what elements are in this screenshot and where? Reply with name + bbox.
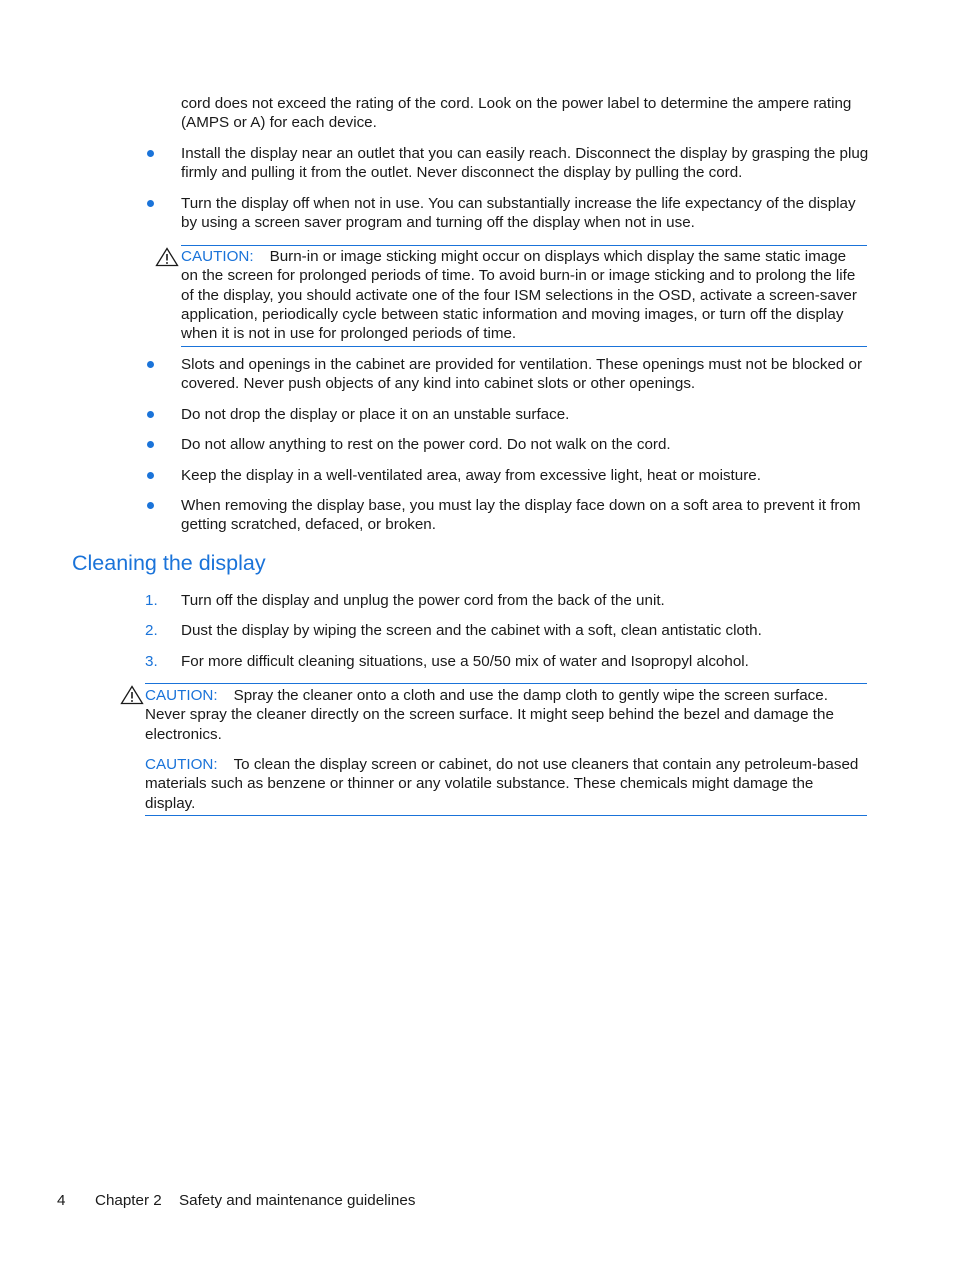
caution-cleaners bbox=[145, 755, 867, 813]
step-number: 2. bbox=[145, 622, 158, 639]
list-item-text: Do not allow anything to rest on the power cord. Do not walk on the cord. bbox=[181, 436, 671, 453]
warning-triangle-icon bbox=[120, 685, 144, 705]
warning-triangle-icon bbox=[155, 247, 179, 267]
step-text: For more difficult cleaning situations, use a 50/50 mix of water and Isopropyl alcohol. bbox=[181, 653, 749, 670]
caution-text: Burn-in or image sticking might occur on displays which display the same static image on the screen for prolonged periods of time. To avoid burn-in or image sticking and to prolong the life of the display, you should activate one of the four ISM selections in the OSD, activate a screen-saver application, periodically cycle between static information and moving images, or turn off the display when it is not in use for prolonged periods of time. bbox=[181, 248, 857, 343]
bullet-dot-icon bbox=[147, 361, 154, 368]
bullet-dot-icon bbox=[147, 200, 154, 207]
caution-label: CAUTION: bbox=[145, 687, 218, 704]
caution-text: To clean the display screen or cabinet, do not use cleaners that contain any petroleum-based materials such as benzene or thinner or any volatile substance. These chemicals might damage the display. bbox=[145, 756, 859, 812]
step-text: Turn off the display and unplug the power cord from the back of the unit. bbox=[181, 592, 665, 609]
bullet-dot-icon bbox=[147, 502, 154, 509]
step-number: 3. bbox=[145, 653, 158, 670]
intro-continuation: cord does not exceed the rating of the cord. Look on the power label to determine the ampere rating (AMPS or A) for each device. bbox=[181, 95, 852, 132]
section-title: Cleaning the display bbox=[72, 551, 266, 575]
list-item-text: When removing the display base, you must lay the display face down on a soft area to prevent it from getting scratched, defaced, or broken. bbox=[181, 497, 861, 534]
bullet-dot-icon bbox=[147, 411, 154, 418]
caution-label: CAUTION: bbox=[145, 756, 218, 773]
list-item-text: Install the display near an outlet that you can easily reach. Disconnect the display by grasping the plug firmly and pulling it from the outlet. Never disconnect the display by pulling the cord. bbox=[181, 145, 869, 182]
list-item-text: Do not drop the display or place it on an unstable surface. bbox=[181, 406, 570, 423]
page-number: 4 bbox=[57, 1192, 66, 1209]
footer-chapter-title: Safety and maintenance guidelines bbox=[179, 1192, 416, 1209]
caution-label: CAUTION: bbox=[181, 248, 254, 265]
list-item-text: Keep the display in a well-ventilated area, away from excessive light, heat or moisture. bbox=[181, 467, 761, 484]
step-text: Dust the display by wiping the screen and the cabinet with a soft, clean antistatic cloth. bbox=[181, 622, 762, 639]
footer-chapter: Chapter 2 bbox=[95, 1192, 162, 1209]
caution-text: Spray the cleaner onto a cloth and use the damp cloth to gently wipe the screen surface. Never spray the cleaner directly on the screen surface. It might seep behind the bezel and damage the electronics. bbox=[145, 687, 834, 743]
caution-burn-in bbox=[181, 247, 867, 343]
list-item-text: Turn the display off when not in use. You can substantially increase the life expectancy of the display by using a screen saver program and turning off the display when not in use. bbox=[181, 195, 856, 232]
bullet-dot-icon bbox=[147, 150, 154, 157]
step-number: 1. bbox=[145, 592, 158, 609]
bullet-dot-icon bbox=[147, 472, 154, 479]
caution-spray bbox=[145, 686, 869, 744]
bullet-dot-icon bbox=[147, 441, 154, 448]
list-item-text: Slots and openings in the cabinet are provided for ventilation. These openings must not be blocked or covered. Never push objects of any kind into cabinet slots or other openings. bbox=[181, 356, 863, 393]
